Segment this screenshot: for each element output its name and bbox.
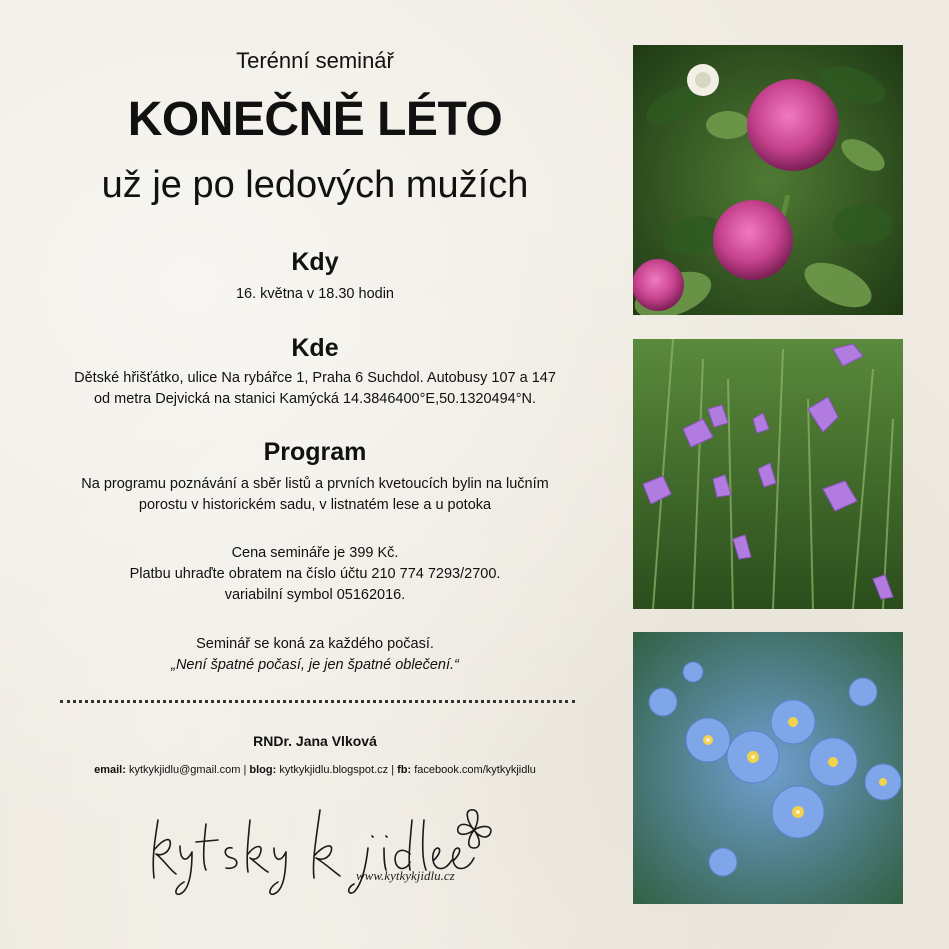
event-title: KONEČNĚ LÉTO (127, 93, 503, 146)
when-text: 16. května v 18.30 hodin (235, 286, 394, 302)
where-line-2: od metra Dejvická na stanici Kamýcká 14.3846400°E,50.1320494°N. (93, 391, 537, 407)
harebell-flower-photo (633, 339, 903, 609)
separator-2: | (391, 764, 395, 776)
event-subtitle: Terénní seminář (236, 48, 394, 73)
logo-url[interactable]: www.kytkykjidlu.cz (356, 868, 455, 883)
author-name: RNDr. Jana Vlková (253, 733, 377, 749)
blog-label: blog: (249, 764, 277, 776)
where-heading: Kde (291, 334, 339, 362)
weather-quote: „Není špatné počasí, je jen špatné oblečení.“ (171, 657, 459, 673)
when-heading: Kdy (291, 248, 339, 276)
price-line-1: Cena semináře je 399 Kč. (231, 545, 399, 561)
blog-link[interactable]: kytkykjidlu.blogspot.cz (279, 764, 389, 776)
where-text (30, 368, 600, 410)
event-tagline: už je po ledových mužích (101, 164, 529, 206)
program-line-2: porostu v historickém sadu, v listnatém lese a u potoka (138, 497, 492, 513)
price-line-3: variabilní symbol 05162016. (224, 587, 406, 603)
forget-me-not-flower-photo (633, 632, 903, 904)
contact-line (30, 764, 600, 776)
dotted-divider (60, 700, 575, 703)
program-line-1: Na programu poznávání a sběr listů a prvních kvetoucích bylin na lučním (81, 476, 549, 492)
weather-text (30, 634, 600, 676)
separator-1: | (243, 764, 247, 776)
fb-label: fb: (397, 764, 412, 776)
price-text (30, 543, 600, 606)
clover-flower-photo (633, 45, 903, 315)
weather-line: Seminář se koná za každého počasí. (196, 636, 434, 652)
program-text (30, 474, 600, 516)
fb-link[interactable]: facebook.com/kytkykjidlu (414, 764, 536, 776)
email-label: email: (94, 764, 126, 776)
email-link[interactable]: kytkykjidlu@gmail.com (128, 764, 241, 776)
price-line-2: Platbu uhraďte obratem na číslo účtu 210 774 7293/2700. (129, 566, 501, 582)
program-heading: Program (263, 438, 367, 466)
where-line-1: Dětské hřišťátko, ulice Na rybářce 1, Praha 6 Suchdol. Autobusy 107 a 147 (74, 370, 556, 386)
